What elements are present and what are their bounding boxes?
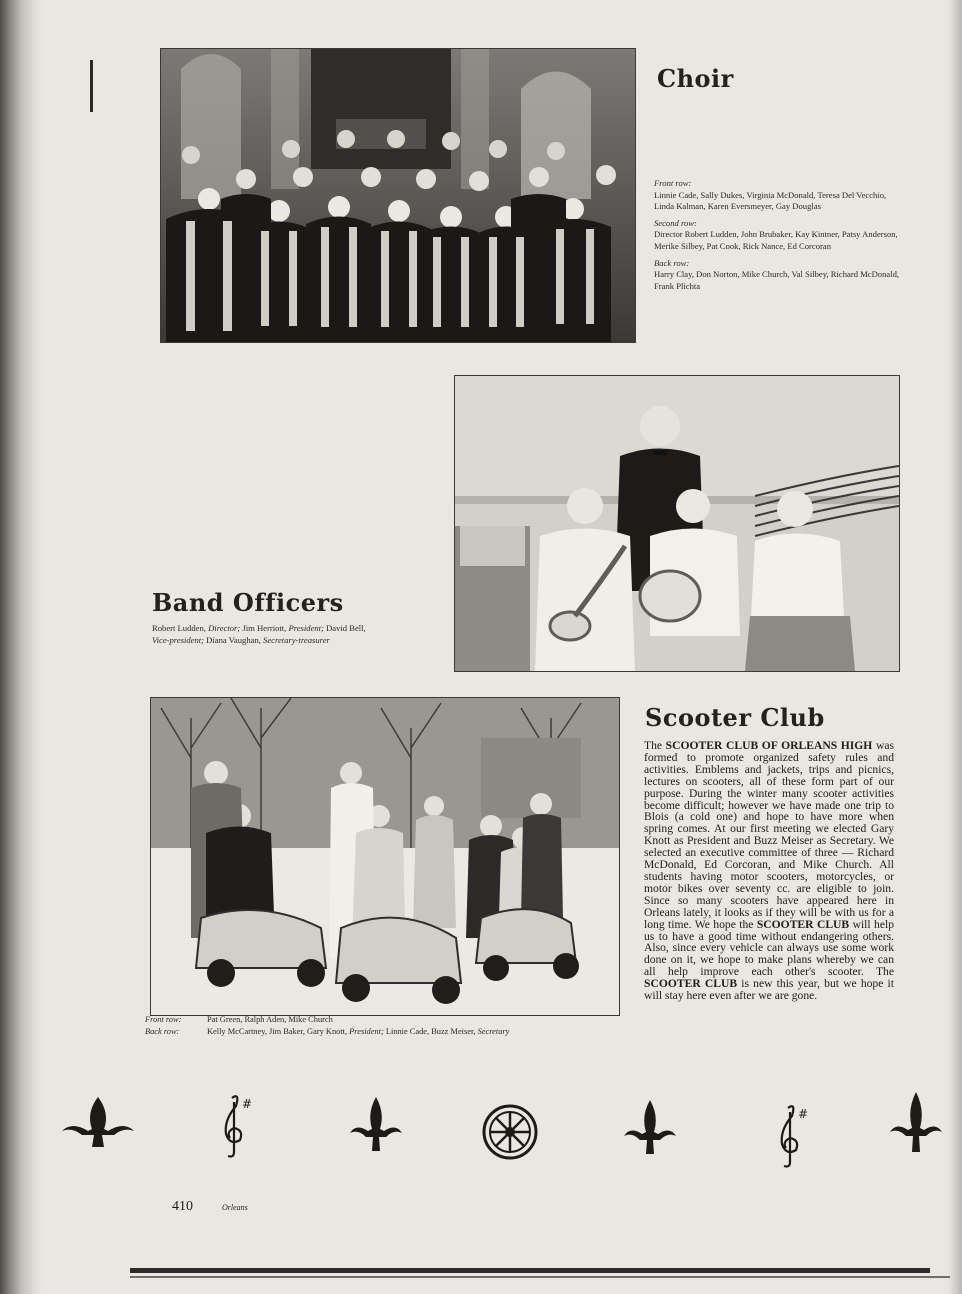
scooter-back-row-role-1: President; bbox=[349, 1027, 384, 1036]
band-caption-name1: Robert Ludden, bbox=[152, 623, 209, 633]
ornament-row bbox=[40, 1090, 950, 1200]
bottom-rule-thin bbox=[130, 1276, 950, 1278]
book-name: Orleans bbox=[222, 1203, 248, 1212]
band-caption-role3: Vice-president; bbox=[152, 634, 205, 645]
page-number: 410 bbox=[172, 1199, 193, 1214]
treble-clef-sharp-icon bbox=[214, 1090, 254, 1160]
scooter-back-row bbox=[145, 1026, 615, 1038]
scooter-body-club-name-2: SCOOTER CLUB bbox=[756, 917, 850, 931]
band-caption-role2: President; bbox=[288, 623, 324, 633]
band-officers-photo bbox=[454, 375, 900, 672]
choir-front-row-label: Front row: bbox=[654, 178, 692, 188]
scooter-body-part-1: was formed to promote organized safety rules and activities. Emblems and jackets, trips and picnics, lectures on scooters, all of these form part of our purpose. During the winter many scooter activities become difficult; however we have made one trip to Blois (a cold one) and hope to have more when spring comes. At our first meeting we elected Gary Knott as President and Buzz Meiser as Secretary. We selected an executive committee of three — Richard McDonald, Ed Corcoran, and Mike Church. All students having motor scooters, motorcycles, or motor bikes over seventy cc. are eligible to join. Since so many scooters have appeared here in Orleans lately, it looks as if they will be with us for a long time. We hope the bbox=[644, 739, 894, 931]
band-officers-caption bbox=[152, 623, 432, 646]
scooter-front-row bbox=[145, 1014, 615, 1026]
choir-back-row-label: Back row: bbox=[654, 257, 690, 268]
bottom-rule bbox=[130, 1268, 930, 1273]
scooter-front-row-label: Front row: bbox=[145, 1015, 182, 1024]
choir-back-row-names: Harry Clay, Don Norton, Mike Church, Val Silbey, Richard McDonald, Frank Plichta bbox=[654, 269, 900, 291]
svg-text:#: # bbox=[242, 1097, 253, 1111]
fleur-de-lis-icon bbox=[58, 1095, 138, 1155]
book-binding-shadow bbox=[0, 0, 42, 1294]
scooter-club-body bbox=[644, 740, 894, 1002]
fleur-de-lis-icon bbox=[346, 1095, 406, 1155]
scooter-back-row-label: Back row: bbox=[145, 1027, 180, 1036]
band-caption-name4: Diana Vaughan, bbox=[204, 634, 264, 645]
scooter-back-row-role-2: Secretary bbox=[477, 1027, 510, 1036]
scooter-back-row-names-2: Linnie Cade, Buzz Meiser, bbox=[383, 1027, 478, 1036]
scooter-body-part-3: is new this year, but we hope it will stay here even after we are gone. bbox=[644, 977, 894, 1003]
choir-second-row-names: Director Robert Ludden, John Brubaker, Kay Kintner, Patsy Anderson, Merike Silbey, Pat Cook, Rick Nance, Ed Corcoran bbox=[654, 229, 898, 251]
scooter-back-row-names-1: Kelly McCartney, Jim Baker, Gary Knott, bbox=[207, 1027, 350, 1036]
scooter-front-row-names: Pat Green, Ralph Aden, Mike Church bbox=[207, 1015, 333, 1024]
choir-caption bbox=[654, 178, 906, 292]
svg-text:#: # bbox=[798, 1107, 809, 1121]
scooter-body-lead: The bbox=[644, 739, 666, 752]
choir-front-row-names: Linnie Cade, Sally Dukes, Virginia McDonald, Teresa Del Vecchio, Linda Kalman, Karen Eversmeyer, Gay Douglas bbox=[654, 189, 887, 212]
fleur-de-lis-icon bbox=[886, 1090, 946, 1158]
scooter-club-photo bbox=[150, 697, 620, 1016]
band-caption-name2: Jim Herriott, bbox=[240, 623, 289, 633]
band-officers-title: Band Officers bbox=[152, 588, 344, 617]
treble-clef-sharp-icon bbox=[770, 1100, 810, 1170]
scooter-club-caption bbox=[145, 1014, 615, 1038]
band-caption-role4: Secretary-treasurer bbox=[263, 634, 330, 645]
choir-second-row-label: Second row: bbox=[654, 217, 697, 228]
fleur-de-lis-icon bbox=[620, 1098, 680, 1158]
page-edge-shadow bbox=[948, 0, 962, 1294]
scooter-body-club-name-1: SCOOTER CLUB OF ORLEANS HIGH bbox=[665, 739, 873, 752]
scooter-club-title: Scooter Club bbox=[645, 703, 825, 732]
scooter-body-part-2: will help us to have a good time without endangering others. Also, since every vehicle can always use some work done on it, we hope to make plans whereby we can all help improve each other's scooter. The bbox=[644, 917, 894, 979]
scooter-body-club-name-3: SCOOTER CLUB bbox=[644, 977, 738, 991]
choir-title: Choir bbox=[657, 64, 734, 93]
binding-mark bbox=[90, 60, 93, 112]
wheel-icon bbox=[480, 1102, 540, 1162]
choir-photo bbox=[160, 48, 636, 343]
band-caption-name3: David Bell, bbox=[323, 623, 366, 633]
band-caption-role1: Director; bbox=[208, 623, 241, 633]
